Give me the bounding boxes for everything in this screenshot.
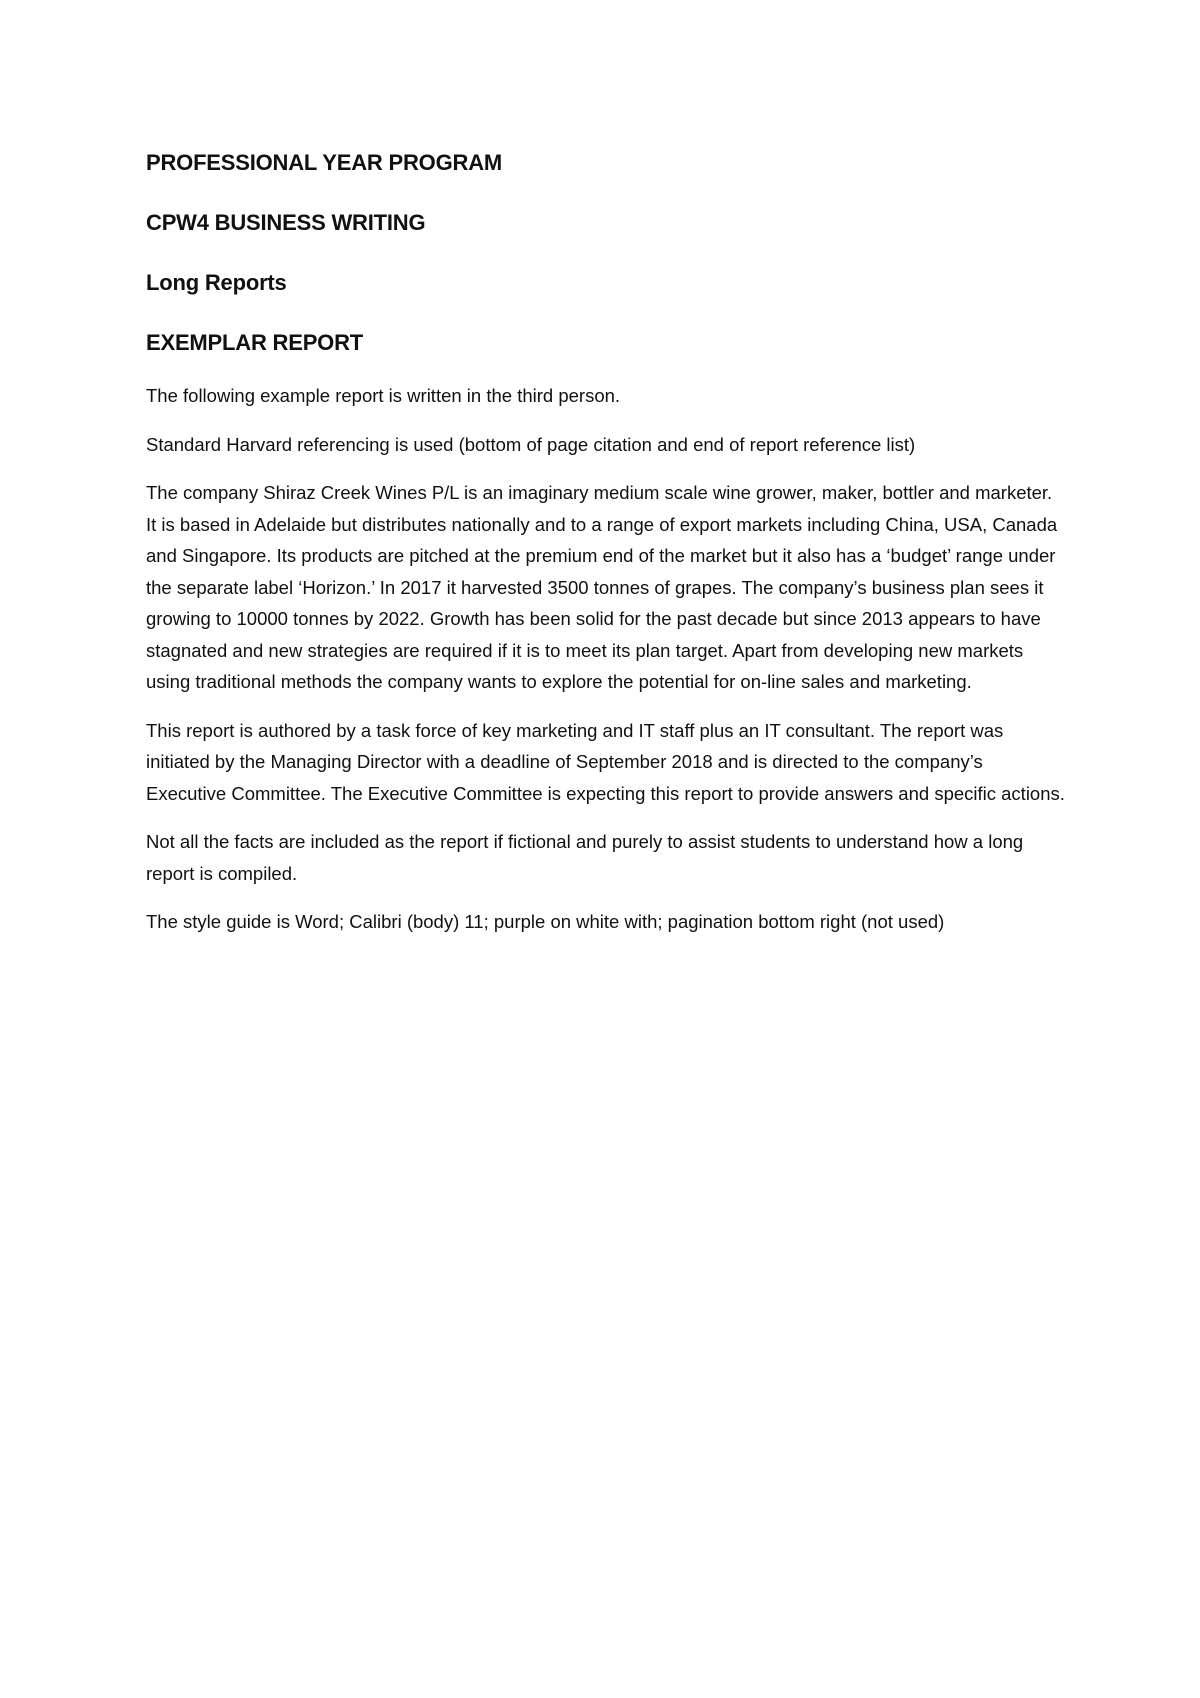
paragraph-company-background: The company Shiraz Creek Wines P/L is an imaginary medium scale wine grower, maker, bottler and marketer. It is based in Adelaide but distributes nationally and to a range of export markets including China, USA, Canada and Singapore. Its products are pitched at the premium end of the market but it also has a ‘budget’ range under the separate label ‘Horizon.’ In 2017 it harvested 3500 tonnes of grapes. The company’s business plan sees it growing to 10000 tonnes by 2022. Growth has been solid for the past decade but since 2013 appears to have stagnated and new strategies are required if it is to meet its plan target. Apart from developing new markets using traditional methods the company wants to explore the potential for on-line sales and marketing.	[146, 482, 1058, 692]
paragraph-authorship: This report is authored by a task force of key marketing and IT staff plus an IT consultant. The report was initiated by the Managing Director with a deadline of September 2018 and is directed to the company’s Executive Committee. The Executive Committee is expecting this report to provide answers and specific actions.	[146, 719, 1065, 804]
topic-title: Long Reports	[146, 270, 287, 295]
paragraph-third-person: The following example report is written in the third person.	[146, 385, 621, 406]
program-title: PROFESSIONAL YEAR PROGRAM	[146, 150, 503, 175]
course-title: CPW4 BUSINESS WRITING	[146, 210, 426, 235]
document-body	[146, 148, 1066, 955]
paragraph-referencing: Standard Harvard referencing is used (bottom of page citation and end of report reference list)	[146, 433, 916, 455]
report-title: EXEMPLAR REPORT	[146, 330, 364, 355]
paragraph-disclaimer: Not all the facts are included as the report if fictional and purely to assist students to understand how a long report is compiled.	[146, 831, 1024, 884]
paragraph-style-guide: The style guide is Word; Calibri (body) 11; purple on white with; pagination bottom right (not used)	[146, 911, 945, 932]
